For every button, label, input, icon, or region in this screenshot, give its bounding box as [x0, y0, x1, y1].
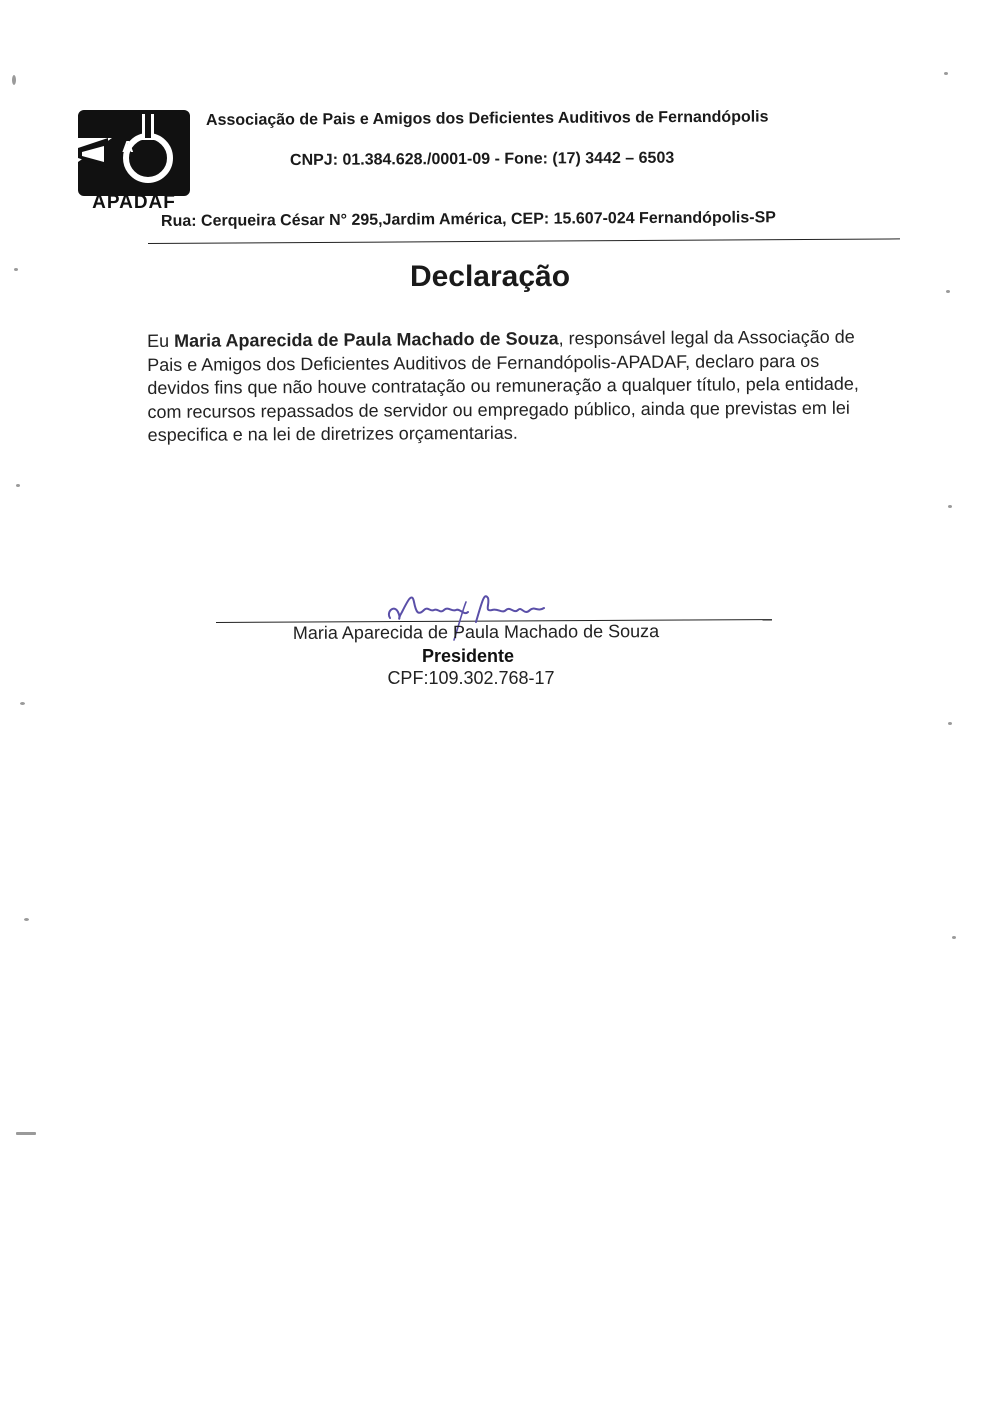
- scan-speck: [948, 505, 952, 508]
- scan-speck: [20, 702, 25, 705]
- body-prefix: Eu: [147, 330, 175, 351]
- organization-name: Associação de Pais e Amigos dos Deficientes Auditivos de Fernandópolis: [205, 108, 769, 129]
- scan-speck: [952, 936, 956, 939]
- scan-speck: [948, 722, 952, 725]
- scan-speck: [944, 72, 948, 75]
- signatory-name: Maria Aparecida de Paula Machado de Souza: [292, 621, 660, 643]
- logo-wordmark: APADAF: [92, 192, 176, 213]
- svg-text:A: A: [122, 139, 134, 156]
- header-divider: [148, 238, 900, 244]
- scan-speck: [24, 918, 29, 921]
- signatory-role: Presidente: [421, 646, 515, 666]
- apadaf-logo-icon: [78, 110, 190, 196]
- scan-speck: [12, 75, 16, 85]
- scan-speck: [16, 484, 20, 487]
- scan-speck: [16, 1132, 36, 1135]
- address-line: Rua: Cerqueira César N° 295,Jardim América, CEP: 15.607-024 Fernandópolis-SP: [160, 209, 776, 230]
- signatory-cpf: CPF:109.302.768-17: [387, 668, 555, 688]
- cnpj-phone: CNPJ: 01.384.628./0001-09 - Fone: (17) 3442 – 6503: [289, 149, 675, 169]
- declaration-body: [147, 326, 868, 448]
- body-declarant-name: Maria Aparecida de Paula Machado de Souza: [174, 328, 559, 351]
- body-text: , responsável legal da Associação de Pais e Amigos dos Deficientes Auditivos de Fernandópolis-APADAF, declaro para os devidos fins que não houve contratação ou remuneração a qualquer título, pela entidade, com recursos repassados de servidor ou empregado público, ainda que previstas em lei especifica e na lei de diretrizes orçamentarias.: [147, 326, 859, 445]
- document-title: Declaração: [409, 260, 571, 293]
